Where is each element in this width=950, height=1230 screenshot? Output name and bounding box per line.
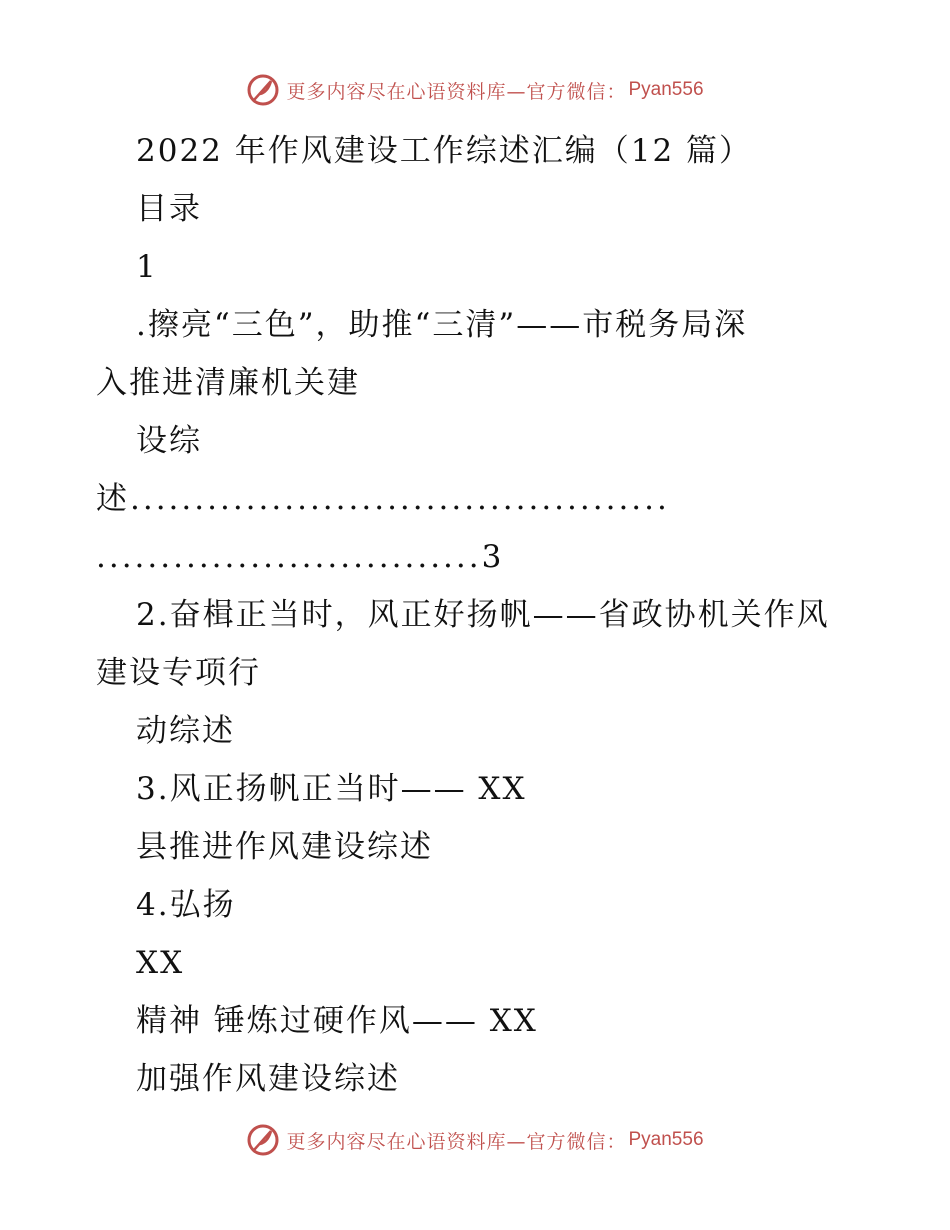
- header-banner: [0, 70, 950, 110]
- footer-id: Pyan556: [628, 1129, 704, 1150]
- toc-line: 加强作风建设综述: [136, 1061, 400, 1097]
- footer-text: 更多内容尽在心语资料库—官方微信：: [286, 1130, 627, 1153]
- toc-line: 1: [136, 249, 158, 285]
- toc-line: 3.风正扬帆正当时—— XX: [136, 771, 527, 807]
- toc-line: XX: [136, 945, 185, 981]
- header-id: Pyan556: [628, 79, 704, 100]
- document-title: 2022 年作风建设工作综述汇编（12 篇）: [136, 133, 753, 169]
- feather-seal-icon: [246, 1123, 280, 1157]
- toc-dot-leader: ..............................3: [96, 539, 505, 575]
- toc-line: 4.弘扬: [136, 887, 236, 923]
- toc-line: 设综: [136, 423, 202, 459]
- toc-heading: 目录: [136, 191, 202, 227]
- feather-seal-icon: [246, 73, 280, 107]
- document-body: [96, 122, 856, 1108]
- toc-line: 2.奋楫正当时，风正好扬帆——省政协机关作风: [136, 597, 830, 633]
- toc-line: 精神 锤炼过硬作风—— XX: [136, 1003, 538, 1039]
- toc-line: .擦亮“三色”，助推“三清”——市税务局深: [136, 307, 748, 343]
- toc-line: 动综述: [136, 713, 235, 749]
- toc-line: 建设专项行: [96, 655, 261, 691]
- toc-dot-leader: 述..........................................: [96, 481, 670, 517]
- header-text: 更多内容尽在心语资料库—官方微信：: [286, 80, 627, 103]
- toc-line: 入推进清廉机关建: [96, 365, 360, 401]
- toc-line: 县推进作风建设综述: [136, 829, 433, 865]
- footer-banner: [0, 1120, 950, 1160]
